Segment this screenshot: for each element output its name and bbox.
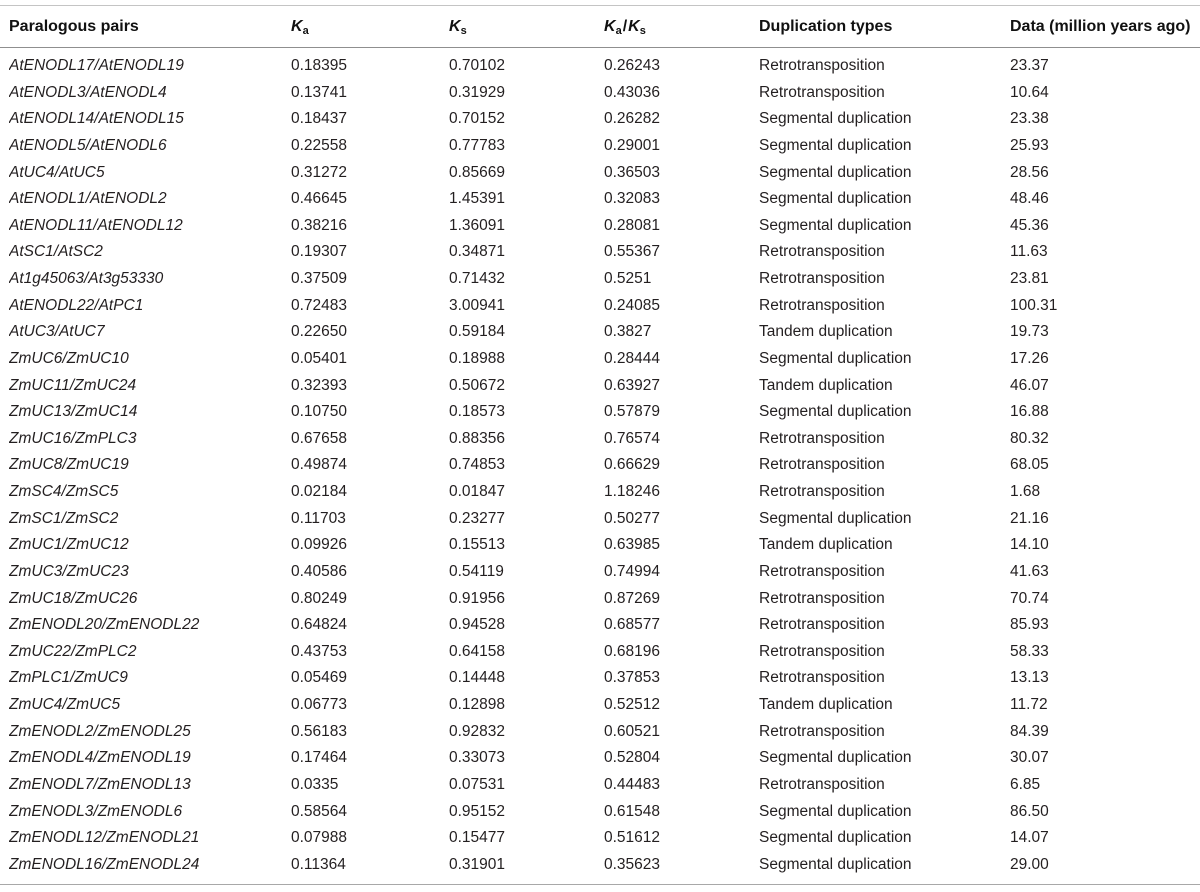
- cell-ks: 0.74853: [449, 456, 506, 474]
- cell-date: 45.36: [1010, 216, 1049, 234]
- table-row: [0, 559, 1200, 586]
- header-paralogous-pairs: Paralogous pairs: [9, 18, 139, 35]
- cell-pair: AtENODL11/AtENODL12: [9, 216, 183, 234]
- cell-ks: 0.85669: [449, 163, 506, 181]
- cell-ka: 0.32393: [291, 376, 348, 394]
- cell-ratio: 0.55367: [604, 243, 661, 261]
- cell-ka: 0.49874: [291, 456, 348, 474]
- cell-ks: 0.71432: [449, 270, 506, 287]
- cell-ratio: 0.43036: [604, 83, 661, 101]
- cell-pair: ZmUC18/ZmUC26: [9, 589, 138, 607]
- table-row: [0, 692, 1200, 719]
- cell-date: 80.32: [1010, 429, 1049, 447]
- cell-ks: 0.23277: [449, 509, 506, 527]
- cell-pair: AtENODL22/AtPC1: [9, 296, 144, 314]
- cell-date: 19.73: [1010, 323, 1049, 341]
- cell-ratio: 0.28444: [604, 349, 661, 367]
- table-row: [0, 186, 1200, 213]
- cell-ks: 0.91956: [449, 589, 506, 607]
- cell-pair: AtENODL5/AtENODL6: [9, 136, 167, 154]
- header-ratio-sub2: s: [639, 25, 646, 37]
- cell-date: 86.50: [1010, 802, 1049, 820]
- cell-ka: 0.64824: [291, 616, 348, 634]
- table-row: [0, 106, 1200, 133]
- table-header-row: [0, 6, 1200, 47]
- cell-pair: ZmUC11/ZmUC24: [9, 376, 137, 394]
- cell-ks: 0.92832: [449, 722, 506, 740]
- cell-ks: 0.94528: [449, 616, 506, 634]
- cell-ka: 0.05401: [291, 349, 348, 367]
- cell-date: 14.10: [1010, 536, 1049, 554]
- cell-pair: ZmUC22/ZmPLC2: [9, 642, 137, 660]
- cell-pair: AtUC4/AtUC5: [9, 163, 105, 181]
- cell-pair: ZmUC3/ZmUC23: [9, 562, 129, 580]
- cell-pair: ZmUC16/ZmPLC3: [9, 429, 137, 447]
- table-row: [0, 506, 1200, 533]
- cell-ratio: 0.36503: [604, 163, 661, 181]
- table-row: [0, 399, 1200, 426]
- table-row: [0, 825, 1200, 852]
- cell-date: 58.33: [1010, 642, 1049, 660]
- cell-ratio: 0.52512: [604, 696, 661, 713]
- cell-ratio: 0.35623: [604, 855, 661, 873]
- cell-ka: 0.58564: [291, 802, 348, 820]
- cell-ka: 0.13741: [291, 83, 348, 101]
- cell-ka: 0.0335: [291, 775, 339, 793]
- cell-type: Retrotransposition: [759, 456, 885, 474]
- cell-type: Segmental duplication: [759, 216, 912, 234]
- cell-ratio: 0.74994: [604, 562, 661, 580]
- cell-ka: 0.22650: [291, 323, 348, 341]
- cell-ks: 0.14448: [449, 669, 506, 687]
- table-row: [0, 586, 1200, 613]
- cell-ratio: 0.60521: [604, 722, 661, 740]
- cell-ka: 0.43753: [291, 642, 348, 660]
- cell-type: Segmental duplication: [759, 110, 912, 128]
- table-row: [0, 532, 1200, 559]
- table-row: [0, 319, 1200, 346]
- cell-pair: ZmENODL16/ZmENODL24: [9, 855, 200, 873]
- cell-ks: 0.31901: [449, 855, 506, 873]
- cell-ratio: 0.24085: [604, 296, 661, 314]
- cell-type: Segmental duplication: [759, 802, 912, 820]
- cell-ratio: 0.32083: [604, 190, 661, 208]
- cell-type: Retrotransposition: [759, 57, 885, 74]
- cell-ka: 0.09926: [291, 536, 348, 554]
- cell-ratio: 0.66629: [604, 456, 661, 474]
- cell-ratio: 0.76574: [604, 429, 661, 447]
- cell-type: Retrotransposition: [759, 429, 885, 447]
- header-ratio-separator: /: [622, 18, 628, 35]
- cell-ks: 0.18988: [449, 349, 506, 367]
- cell-ks: 0.31929: [449, 83, 506, 101]
- cell-ratio: 0.37853: [604, 669, 661, 687]
- cell-ks: 0.77783: [449, 136, 506, 154]
- cell-type: Segmental duplication: [759, 749, 912, 767]
- cell-ratio: 0.29001: [604, 136, 661, 154]
- cell-ratio: 0.51612: [604, 829, 661, 847]
- cell-pair: At1g45063/At3g53330: [9, 270, 164, 287]
- cell-type: Tandem duplication: [759, 696, 893, 713]
- cell-date: 68.05: [1010, 456, 1049, 474]
- header-ka-sub: a: [302, 25, 309, 37]
- cell-date: 84.39: [1010, 722, 1049, 740]
- cell-pair: AtENODL1/AtENODL2: [9, 190, 167, 208]
- cell-type: Segmental duplication: [759, 349, 912, 367]
- cell-type: Retrotransposition: [759, 722, 885, 740]
- table-row: [0, 772, 1200, 799]
- cell-ks: 0.34871: [449, 243, 506, 261]
- cell-ka: 0.10750: [291, 403, 348, 421]
- cell-pair: ZmUC13/ZmUC14: [9, 403, 138, 421]
- cell-type: Retrotransposition: [759, 616, 885, 634]
- table-row: [0, 612, 1200, 639]
- cell-pair: ZmPLC1/ZmUC9: [9, 669, 128, 687]
- cell-date: 10.64: [1010, 83, 1049, 101]
- cell-ka: 0.18395: [291, 57, 348, 74]
- cell-type: Retrotransposition: [759, 642, 885, 660]
- table-row: [0, 639, 1200, 666]
- header-date: Data (million years ago): [1010, 18, 1191, 35]
- cell-ka: 0.67658: [291, 429, 348, 447]
- cell-ka: 0.18437: [291, 110, 348, 128]
- cell-type: Retrotransposition: [759, 483, 885, 500]
- cell-date: 28.56: [1010, 163, 1049, 181]
- cell-type: Segmental duplication: [759, 509, 912, 527]
- table-row: [0, 239, 1200, 266]
- cell-pair: ZmUC4/ZmUC5: [9, 696, 121, 713]
- table-row: [0, 213, 1200, 240]
- cell-ratio: 0.68577: [604, 616, 661, 634]
- cell-ks: 0.70152: [449, 110, 506, 128]
- cell-date: 1.68: [1010, 483, 1041, 500]
- cell-ks: 3.00941: [449, 296, 506, 314]
- cell-date: 14.07: [1010, 829, 1049, 847]
- cell-ks: 0.59184: [449, 323, 506, 341]
- cell-ratio: 0.63927: [604, 376, 661, 394]
- cell-type: Retrotransposition: [759, 243, 885, 261]
- header-duplication-types: Duplication types: [759, 18, 893, 35]
- cell-type: Retrotransposition: [759, 296, 885, 314]
- cell-pair: AtSC1/AtSC2: [9, 243, 103, 261]
- cell-date: 29.00: [1010, 855, 1049, 873]
- table-row: [0, 80, 1200, 107]
- cell-type: Tandem duplication: [759, 376, 893, 394]
- header-ratio-k1: K: [604, 18, 616, 35]
- cell-ratio: 0.57879: [604, 403, 661, 421]
- cell-date: 11.72: [1010, 696, 1048, 713]
- table-row: [0, 293, 1200, 320]
- cell-type: Segmental duplication: [759, 163, 912, 181]
- header-ka-ks-ratio: [604, 6, 759, 47]
- table-row: [0, 426, 1200, 453]
- cell-pair: ZmENODL3/ZmENODL6: [9, 802, 183, 820]
- cell-ks: 0.54119: [449, 562, 504, 580]
- cell-pair: ZmUC1/ZmUC12: [9, 536, 129, 554]
- cell-date: 16.88: [1010, 403, 1049, 421]
- cell-ka: 0.07988: [291, 829, 348, 847]
- cell-ratio: 0.26282: [604, 110, 661, 128]
- table-row: [0, 373, 1200, 400]
- cell-date: 100.31: [1010, 296, 1058, 314]
- cell-ks: 0.50672: [449, 376, 506, 394]
- cell-type: Retrotransposition: [759, 270, 885, 287]
- header-ks-k: K: [449, 18, 461, 35]
- cell-date: 70.74: [1010, 589, 1049, 607]
- cell-ka: 0.22558: [291, 136, 348, 154]
- cell-ks: 0.15477: [449, 829, 506, 847]
- cell-ks: 0.70102: [449, 57, 506, 74]
- cell-ka: 0.31272: [291, 163, 348, 181]
- cell-pair: ZmENODL7/ZmENODL13: [9, 775, 191, 793]
- cell-pair: ZmUC8/ZmUC19: [9, 456, 129, 474]
- cell-date: 21.16: [1010, 509, 1049, 527]
- cell-date: 6.85: [1010, 775, 1041, 793]
- header-ratio-sub1: a: [615, 25, 622, 37]
- cell-type: Retrotransposition: [759, 669, 885, 687]
- cell-ratio: 0.87269: [604, 589, 661, 607]
- table-row: [0, 665, 1200, 692]
- cell-ka: 0.38216: [291, 216, 348, 234]
- cell-ks: 0.33073: [449, 749, 506, 767]
- cell-ks: 1.45391: [449, 190, 506, 208]
- cell-type: Retrotransposition: [759, 562, 885, 580]
- cell-type: Segmental duplication: [759, 855, 912, 873]
- header-ks: [449, 6, 604, 47]
- cell-ratio: 0.61548: [604, 802, 661, 820]
- cell-type: Retrotransposition: [759, 83, 885, 101]
- cell-pair: ZmENODL2/ZmENODL25: [9, 722, 191, 740]
- cell-ks: 0.15513: [449, 536, 506, 554]
- cell-date: 13.13: [1010, 669, 1049, 687]
- header-ratio-k2: K: [628, 18, 640, 35]
- cell-date: 23.81: [1010, 270, 1049, 287]
- cell-ratio: 0.26243: [604, 57, 661, 74]
- cell-ratio: 0.50277: [604, 509, 661, 527]
- cell-type: Retrotransposition: [759, 775, 885, 793]
- cell-ratio: 0.3827: [604, 323, 652, 341]
- cell-ks: 0.88356: [449, 429, 506, 447]
- table-row: [0, 266, 1200, 293]
- cell-ks: 0.18573: [449, 403, 506, 421]
- header-ka-k: K: [291, 18, 303, 35]
- table-row: [0, 745, 1200, 772]
- header-ka: [291, 6, 449, 47]
- table-row: [0, 452, 1200, 479]
- cell-date: 23.38: [1010, 110, 1049, 128]
- cell-ka: 0.11703: [291, 509, 346, 527]
- cell-type: Tandem duplication: [759, 536, 893, 554]
- table-row: [0, 852, 1200, 879]
- table-row: [0, 346, 1200, 373]
- cell-ka: 0.37509: [291, 270, 348, 287]
- cell-type: Segmental duplication: [759, 829, 912, 847]
- table-row: [0, 799, 1200, 826]
- cell-ka: 0.05469: [291, 669, 348, 687]
- cell-ka: 0.40586: [291, 562, 348, 580]
- cell-date: 48.46: [1010, 190, 1049, 208]
- cell-ka: 0.06773: [291, 696, 348, 713]
- cell-ratio: 0.52804: [604, 749, 661, 767]
- cell-pair: ZmENODL12/ZmENODL21: [9, 829, 200, 847]
- cell-ka: 0.02184: [291, 483, 348, 500]
- cell-ks: 0.95152: [449, 802, 506, 820]
- cell-date: 30.07: [1010, 749, 1049, 767]
- table-bottom-rule: [0, 884, 1200, 885]
- cell-ratio: 0.68196: [604, 642, 661, 660]
- cell-type: Segmental duplication: [759, 136, 912, 154]
- cell-pair: ZmUC6/ZmUC10: [9, 349, 129, 367]
- cell-pair: ZmSC1/ZmSC2: [9, 509, 119, 527]
- cell-ks: 0.64158: [449, 642, 506, 660]
- cell-type: Tandem duplication: [759, 323, 893, 341]
- cell-ka: 0.19307: [291, 243, 348, 261]
- cell-type: Retrotransposition: [759, 589, 885, 607]
- cell-pair: AtENODL17/AtENODL19: [9, 57, 184, 74]
- cell-date: 46.07: [1010, 376, 1049, 394]
- cell-ka: 0.56183: [291, 722, 348, 740]
- cell-ratio: 0.44483: [604, 775, 661, 793]
- header-ks-sub: s: [460, 25, 467, 37]
- cell-pair: AtENODL3/AtENODL4: [9, 83, 167, 101]
- cell-ka: 0.46645: [291, 190, 348, 208]
- cell-ratio: 1.18246: [604, 483, 661, 500]
- table-body: [0, 48, 1200, 884]
- cell-ks: 1.36091: [449, 216, 506, 234]
- table-row: [0, 160, 1200, 187]
- cell-date: 41.63: [1010, 562, 1049, 580]
- table-row: [0, 53, 1200, 80]
- cell-type: Segmental duplication: [759, 190, 912, 208]
- cell-ks: 0.12898: [449, 696, 506, 713]
- cell-date: 85.93: [1010, 616, 1049, 634]
- cell-ka: 0.80249: [291, 589, 348, 607]
- cell-ratio: 0.5251: [604, 270, 652, 287]
- cell-ratio: 0.63985: [604, 536, 661, 554]
- cell-pair: AtENODL14/AtENODL15: [9, 110, 184, 128]
- cell-pair: AtUC3/AtUC7: [9, 323, 105, 341]
- table-row: [0, 479, 1200, 506]
- cell-ka: 0.72483: [291, 296, 348, 314]
- cell-ratio: 0.28081: [604, 216, 661, 234]
- cell-ka: 0.17464: [291, 749, 348, 767]
- cell-ks: 0.07531: [449, 775, 506, 793]
- cell-pair: ZmSC4/ZmSC5: [9, 483, 119, 500]
- cell-pair: ZmENODL4/ZmENODL19: [9, 749, 191, 767]
- cell-date: 23.37: [1010, 57, 1049, 74]
- cell-date: 17.26: [1010, 349, 1049, 367]
- cell-type: Segmental duplication: [759, 403, 912, 421]
- cell-date: 11.63: [1010, 243, 1048, 261]
- cell-pair: ZmENODL20/ZmENODL22: [9, 616, 200, 634]
- cell-ka: 0.11364: [291, 855, 346, 873]
- cell-date: 25.93: [1010, 136, 1049, 154]
- table-row: [0, 719, 1200, 746]
- table-row: [0, 133, 1200, 160]
- cell-ks: 0.01847: [449, 483, 506, 500]
